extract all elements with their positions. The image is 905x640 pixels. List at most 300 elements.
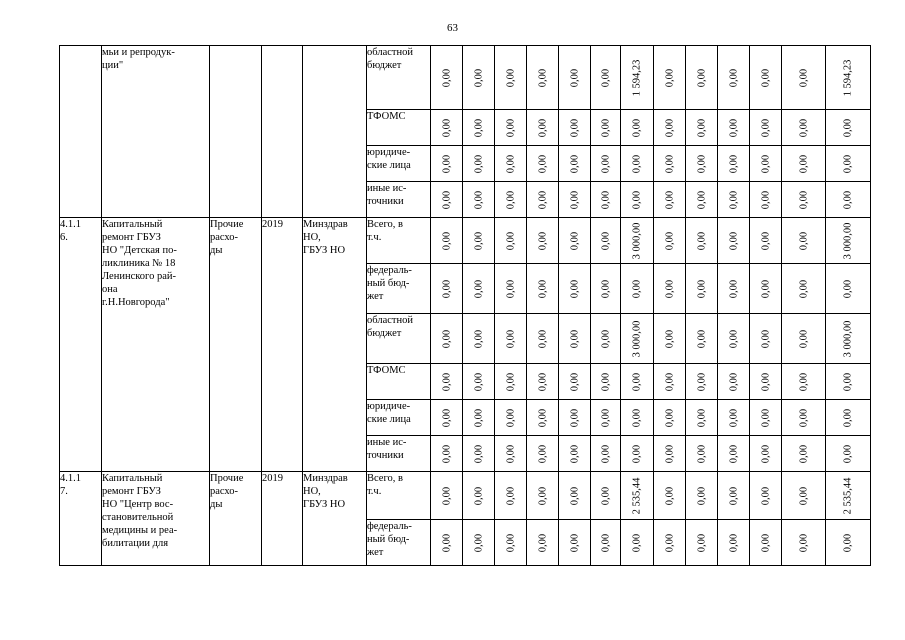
amount-value: 0,00 bbox=[696, 533, 707, 552]
amount-cell bbox=[527, 146, 559, 182]
amount-value: 0,00 bbox=[760, 190, 771, 209]
amount-value: 0,00 bbox=[441, 329, 452, 348]
amount-cell bbox=[718, 146, 750, 182]
amount-cell bbox=[559, 218, 591, 264]
amount-value: 0,00 bbox=[537, 279, 548, 298]
amount-value: 0,00 bbox=[569, 444, 580, 463]
expense-type-cell bbox=[210, 46, 262, 218]
amount-value: 0,00 bbox=[505, 68, 516, 87]
amount-value: 0,00 bbox=[537, 118, 548, 137]
amount-cell bbox=[686, 264, 718, 314]
amount-cell bbox=[826, 472, 871, 520]
amount-cell bbox=[826, 520, 871, 566]
amount-value: 0,00 bbox=[569, 231, 580, 250]
amount-value: 0,00 bbox=[569, 279, 580, 298]
amount-value: 0,00 bbox=[600, 118, 611, 137]
amount-cell bbox=[718, 364, 750, 400]
amount-value: 0,00 bbox=[537, 190, 548, 209]
amount-value: 0,00 bbox=[600, 372, 611, 391]
amount-cell bbox=[654, 364, 686, 400]
amount-cell bbox=[686, 520, 718, 566]
amount-value: 0,00 bbox=[473, 329, 484, 348]
amount-value: 0,00 bbox=[696, 118, 707, 137]
amount-cell bbox=[527, 218, 559, 264]
amount-value: 0,00 bbox=[505, 408, 516, 427]
amount-cell bbox=[591, 472, 621, 520]
amount-value: 0,00 bbox=[696, 372, 707, 391]
item-name-cell: Капитальный ремонт ГБУЗ НО "Детская по- ликлиника № 18 Ленинского рай- она г.Н.Новгорода" bbox=[102, 218, 210, 472]
funding-source-cell: федераль- ный бюд- жет bbox=[367, 520, 431, 566]
amount-value: 0,00 bbox=[600, 408, 611, 427]
amount-value: 0,00 bbox=[842, 118, 854, 137]
amount-value: 0,00 bbox=[505, 279, 516, 298]
amount-cell bbox=[591, 314, 621, 364]
funding-source-cell: Всего, в т.ч. bbox=[367, 472, 431, 520]
funding-source-cell: областной бюджет bbox=[367, 46, 431, 110]
amount-cell bbox=[718, 110, 750, 146]
item-code-cell: 4.1.1 7. bbox=[60, 472, 102, 566]
amount-value: 0,00 bbox=[441, 408, 452, 427]
amount-value: 0,00 bbox=[537, 486, 548, 505]
amount-value: 0,00 bbox=[760, 408, 771, 427]
amount-cell bbox=[431, 218, 463, 264]
amount-cell bbox=[495, 218, 527, 264]
funding-source-cell: иные ис- точники bbox=[367, 436, 431, 472]
amount-value: 0,00 bbox=[537, 408, 548, 427]
amount-cell bbox=[718, 264, 750, 314]
amount-value: 0,00 bbox=[600, 279, 611, 298]
amount-cell bbox=[750, 436, 782, 472]
amount-value: 0,00 bbox=[664, 372, 675, 391]
amount-cell bbox=[826, 400, 871, 436]
amount-cell bbox=[559, 146, 591, 182]
amount-value: 0,00 bbox=[664, 118, 675, 137]
amount-value: 0,00 bbox=[569, 154, 580, 173]
amount-value: 0,00 bbox=[569, 68, 580, 87]
amount-value: 0,00 bbox=[473, 486, 484, 505]
amount-value: 0,00 bbox=[760, 444, 771, 463]
amount-value: 0,00 bbox=[798, 533, 809, 552]
amount-cell bbox=[654, 472, 686, 520]
amount-cell bbox=[686, 472, 718, 520]
amount-cell bbox=[591, 436, 621, 472]
amount-cell bbox=[559, 472, 591, 520]
amount-cell bbox=[686, 110, 718, 146]
amount-value: 0,00 bbox=[728, 372, 739, 391]
amount-cell bbox=[431, 264, 463, 314]
amount-value: 0,00 bbox=[728, 68, 739, 87]
amount-cell bbox=[431, 520, 463, 566]
amount-value: 0,00 bbox=[537, 154, 548, 173]
organization-cell: Минздрав НО, ГБУЗ НО bbox=[303, 218, 367, 472]
amount-cell bbox=[463, 520, 495, 566]
item-code-cell: 4.1.1 6. bbox=[60, 218, 102, 472]
amount-cell bbox=[463, 46, 495, 110]
amount-value: 0,00 bbox=[728, 486, 739, 505]
amount-value: 0,00 bbox=[760, 118, 771, 137]
item-code-cell bbox=[60, 46, 102, 218]
funding-source-cell: иные ис- точники bbox=[367, 182, 431, 218]
amount-value: 0,00 bbox=[569, 486, 580, 505]
amount-cell bbox=[750, 146, 782, 182]
table-row bbox=[60, 472, 871, 520]
amount-cell bbox=[591, 364, 621, 400]
amount-value: 0,00 bbox=[842, 190, 854, 209]
amount-value: 0,00 bbox=[473, 231, 484, 250]
amount-cell bbox=[463, 218, 495, 264]
amount-cell bbox=[718, 400, 750, 436]
amount-value: 0,00 bbox=[600, 444, 611, 463]
amount-cell bbox=[431, 46, 463, 110]
amount-value: 0,00 bbox=[631, 154, 643, 173]
amount-cell bbox=[495, 364, 527, 400]
amount-value: 0,00 bbox=[842, 533, 854, 552]
amount-value: 0,00 bbox=[600, 329, 611, 348]
amount-cell bbox=[527, 314, 559, 364]
amount-cell bbox=[527, 46, 559, 110]
amount-value: 0,00 bbox=[600, 68, 611, 87]
table-row bbox=[60, 46, 871, 110]
amount-cell bbox=[527, 472, 559, 520]
amount-cell bbox=[782, 218, 826, 264]
amount-value: 0,00 bbox=[505, 118, 516, 137]
amount-cell bbox=[463, 364, 495, 400]
amount-value: 0,00 bbox=[631, 118, 643, 137]
amount-cell bbox=[559, 436, 591, 472]
amount-cell bbox=[431, 400, 463, 436]
amount-value: 2 535,44 bbox=[631, 477, 643, 514]
amount-value: 0,00 bbox=[441, 444, 452, 463]
amount-cell bbox=[826, 218, 871, 264]
amount-cell bbox=[463, 400, 495, 436]
amount-value: 0,00 bbox=[842, 408, 854, 427]
amount-cell bbox=[686, 400, 718, 436]
amount-cell bbox=[750, 400, 782, 436]
amount-cell bbox=[750, 314, 782, 364]
amount-value: 0,00 bbox=[798, 154, 809, 173]
funding-source-cell: юридиче- ские лица bbox=[367, 400, 431, 436]
amount-cell bbox=[495, 182, 527, 218]
amount-value: 0,00 bbox=[664, 231, 675, 250]
amount-cell bbox=[621, 436, 654, 472]
amount-value: 0,00 bbox=[441, 68, 452, 87]
page-number: 63 bbox=[447, 22, 458, 34]
amount-cell bbox=[431, 364, 463, 400]
amount-cell bbox=[591, 146, 621, 182]
amount-cell bbox=[591, 110, 621, 146]
amount-value: 0,00 bbox=[696, 279, 707, 298]
amount-value: 0,00 bbox=[728, 118, 739, 137]
amount-cell bbox=[621, 146, 654, 182]
amount-cell bbox=[654, 314, 686, 364]
amount-value: 0,00 bbox=[728, 329, 739, 348]
amount-value: 0,00 bbox=[441, 486, 452, 505]
amount-value: 0,00 bbox=[441, 533, 452, 552]
amount-cell bbox=[750, 472, 782, 520]
amount-value: 0,00 bbox=[798, 329, 809, 348]
amount-cell bbox=[686, 314, 718, 364]
amount-value: 0,00 bbox=[696, 154, 707, 173]
amount-cell bbox=[654, 46, 686, 110]
amount-value: 3 000,00 bbox=[842, 222, 854, 259]
amount-value: 0,00 bbox=[664, 533, 675, 552]
amount-cell bbox=[495, 314, 527, 364]
amount-value: 0,00 bbox=[798, 68, 809, 87]
amount-value: 0,00 bbox=[842, 279, 854, 298]
amount-cell bbox=[559, 110, 591, 146]
amount-cell bbox=[463, 472, 495, 520]
amount-value: 0,00 bbox=[537, 68, 548, 87]
amount-value: 3 000,00 bbox=[631, 320, 643, 357]
amount-cell bbox=[495, 264, 527, 314]
amount-cell bbox=[463, 436, 495, 472]
amount-cell bbox=[654, 218, 686, 264]
amount-cell bbox=[826, 182, 871, 218]
amount-value: 0,00 bbox=[600, 190, 611, 209]
amount-value: 0,00 bbox=[569, 190, 580, 209]
amount-cell bbox=[527, 264, 559, 314]
amount-value: 0,00 bbox=[505, 154, 516, 173]
amount-cell bbox=[621, 520, 654, 566]
amount-value: 0,00 bbox=[505, 372, 516, 391]
amount-value: 0,00 bbox=[760, 231, 771, 250]
organization-cell bbox=[303, 46, 367, 218]
amount-value: 3 000,00 bbox=[631, 222, 643, 259]
amount-value: 0,00 bbox=[631, 533, 643, 552]
funding-source-cell: ТФОМС bbox=[367, 110, 431, 146]
amount-value: 0,00 bbox=[696, 190, 707, 209]
amount-value: 0,00 bbox=[760, 154, 771, 173]
amount-value: 0,00 bbox=[842, 444, 854, 463]
amount-value: 1 594,23 bbox=[631, 59, 643, 96]
amount-value: 0,00 bbox=[798, 444, 809, 463]
amount-cell bbox=[527, 400, 559, 436]
amount-value: 0,00 bbox=[473, 444, 484, 463]
amount-value: 0,00 bbox=[664, 68, 675, 87]
amount-cell bbox=[591, 46, 621, 110]
amount-cell bbox=[559, 264, 591, 314]
amount-value: 3 000,00 bbox=[842, 320, 854, 357]
amount-value: 0,00 bbox=[798, 118, 809, 137]
amount-value: 0,00 bbox=[798, 372, 809, 391]
amount-cell bbox=[495, 146, 527, 182]
amount-value: 0,00 bbox=[760, 329, 771, 348]
amount-value: 0,00 bbox=[600, 231, 611, 250]
amount-cell bbox=[750, 46, 782, 110]
amount-cell bbox=[782, 264, 826, 314]
amount-value: 0,00 bbox=[441, 118, 452, 137]
amount-cell bbox=[718, 46, 750, 110]
amount-cell bbox=[782, 46, 826, 110]
amount-value: 0,00 bbox=[664, 329, 675, 348]
amount-cell bbox=[431, 314, 463, 364]
amount-value: 0,00 bbox=[728, 444, 739, 463]
expense-type-cell: Прочие расхо- ды bbox=[210, 472, 262, 566]
amount-value: 0,00 bbox=[696, 486, 707, 505]
amount-cell bbox=[826, 110, 871, 146]
amount-cell bbox=[591, 400, 621, 436]
amount-value: 0,00 bbox=[600, 533, 611, 552]
amount-cell bbox=[621, 472, 654, 520]
amount-value: 0,00 bbox=[728, 533, 739, 552]
amount-cell bbox=[527, 436, 559, 472]
item-name-cell: мьи и репродук- ции" bbox=[102, 46, 210, 218]
amount-value: 0,00 bbox=[473, 408, 484, 427]
amount-cell bbox=[621, 46, 654, 110]
amount-cell bbox=[621, 182, 654, 218]
amount-cell bbox=[463, 110, 495, 146]
amount-value: 0,00 bbox=[600, 154, 611, 173]
amount-value: 0,00 bbox=[473, 118, 484, 137]
amount-value: 0,00 bbox=[441, 190, 452, 209]
amount-cell bbox=[591, 520, 621, 566]
amount-cell bbox=[431, 472, 463, 520]
amount-value: 0,00 bbox=[505, 444, 516, 463]
amount-value: 0,00 bbox=[664, 279, 675, 298]
amount-value: 0,00 bbox=[537, 329, 548, 348]
amount-cell bbox=[591, 182, 621, 218]
amount-cell bbox=[463, 314, 495, 364]
amount-cell bbox=[495, 46, 527, 110]
amount-value: 0,00 bbox=[505, 231, 516, 250]
amount-value: 0,00 bbox=[728, 154, 739, 173]
amount-cell bbox=[686, 46, 718, 110]
amount-value: 0,00 bbox=[569, 533, 580, 552]
amount-value: 0,00 bbox=[696, 329, 707, 348]
amount-cell bbox=[826, 436, 871, 472]
amount-cell bbox=[826, 314, 871, 364]
amount-value: 0,00 bbox=[798, 408, 809, 427]
amount-value: 0,00 bbox=[473, 533, 484, 552]
amount-value: 0,00 bbox=[664, 444, 675, 463]
amount-value: 0,00 bbox=[505, 329, 516, 348]
amount-value: 0,00 bbox=[441, 154, 452, 173]
amount-cell bbox=[559, 400, 591, 436]
amount-cell bbox=[621, 218, 654, 264]
amount-value: 0,00 bbox=[728, 408, 739, 427]
amount-cell bbox=[826, 46, 871, 110]
amount-value: 0,00 bbox=[798, 190, 809, 209]
amount-value: 0,00 bbox=[664, 486, 675, 505]
amount-value: 1 594,23 bbox=[842, 59, 854, 96]
organization-cell: Минздрав НО, ГБУЗ НО bbox=[303, 472, 367, 566]
amount-cell bbox=[750, 364, 782, 400]
amount-cell bbox=[527, 110, 559, 146]
amount-cell bbox=[686, 436, 718, 472]
amount-value: 0,00 bbox=[760, 279, 771, 298]
amount-cell bbox=[463, 264, 495, 314]
amount-value: 0,00 bbox=[760, 533, 771, 552]
amount-cell bbox=[431, 436, 463, 472]
amount-cell bbox=[559, 520, 591, 566]
amount-value: 0,00 bbox=[473, 372, 484, 391]
amount-value: 0,00 bbox=[728, 231, 739, 250]
amount-value: 0,00 bbox=[760, 486, 771, 505]
amount-cell bbox=[495, 472, 527, 520]
amount-value: 0,00 bbox=[441, 279, 452, 298]
amount-cell bbox=[463, 182, 495, 218]
amount-cell bbox=[750, 218, 782, 264]
amount-value: 0,00 bbox=[760, 68, 771, 87]
amount-cell bbox=[826, 146, 871, 182]
amount-cell bbox=[654, 400, 686, 436]
amount-value: 0,00 bbox=[631, 372, 643, 391]
expense-type-cell: Прочие расхо- ды bbox=[210, 218, 262, 472]
amount-cell bbox=[495, 520, 527, 566]
year-cell bbox=[262, 46, 303, 218]
funding-source-cell: Всего, в т.ч. bbox=[367, 218, 431, 264]
amount-value: 0,00 bbox=[473, 68, 484, 87]
amount-value: 0,00 bbox=[600, 486, 611, 505]
amount-cell bbox=[591, 264, 621, 314]
amount-value: 0,00 bbox=[631, 279, 643, 298]
amount-cell bbox=[686, 364, 718, 400]
amount-value: 0,00 bbox=[696, 444, 707, 463]
amount-value: 0,00 bbox=[631, 190, 643, 209]
amount-cell bbox=[826, 264, 871, 314]
amount-cell bbox=[654, 520, 686, 566]
amount-cell bbox=[654, 182, 686, 218]
year-cell: 2019 bbox=[262, 472, 303, 566]
amount-value: 0,00 bbox=[631, 444, 643, 463]
amount-cell bbox=[782, 400, 826, 436]
amount-value: 0,00 bbox=[631, 408, 643, 427]
amount-cell bbox=[750, 110, 782, 146]
amount-value: 0,00 bbox=[505, 486, 516, 505]
amount-value: 0,00 bbox=[569, 372, 580, 391]
amount-value: 0,00 bbox=[664, 408, 675, 427]
amount-value: 2 535,44 bbox=[842, 477, 854, 514]
amount-cell bbox=[718, 314, 750, 364]
amount-cell bbox=[686, 146, 718, 182]
amount-cell bbox=[686, 182, 718, 218]
funding-source-cell: ТФОМС bbox=[367, 364, 431, 400]
amount-value: 0,00 bbox=[505, 190, 516, 209]
item-name-cell: Капитальный ремонт ГБУЗ НО "Центр вос- становительной медицины и реа- билитации для bbox=[102, 472, 210, 566]
amount-cell bbox=[718, 472, 750, 520]
amount-cell bbox=[591, 218, 621, 264]
amount-value: 0,00 bbox=[696, 231, 707, 250]
amount-cell bbox=[527, 520, 559, 566]
amount-cell bbox=[654, 146, 686, 182]
amount-cell bbox=[782, 182, 826, 218]
amount-cell bbox=[782, 314, 826, 364]
amount-value: 0,00 bbox=[569, 408, 580, 427]
amount-cell bbox=[463, 146, 495, 182]
amount-cell bbox=[826, 364, 871, 400]
amount-value: 0,00 bbox=[798, 486, 809, 505]
amount-value: 0,00 bbox=[798, 279, 809, 298]
amount-value: 0,00 bbox=[537, 231, 548, 250]
amount-value: 0,00 bbox=[569, 118, 580, 137]
amount-cell bbox=[621, 264, 654, 314]
budget-table bbox=[59, 45, 871, 566]
amount-cell bbox=[718, 218, 750, 264]
amount-cell bbox=[621, 314, 654, 364]
amount-cell bbox=[621, 400, 654, 436]
amount-value: 0,00 bbox=[842, 154, 854, 173]
amount-cell bbox=[559, 182, 591, 218]
amount-cell bbox=[782, 110, 826, 146]
amount-cell bbox=[718, 436, 750, 472]
amount-cell bbox=[559, 314, 591, 364]
amount-value: 0,00 bbox=[441, 231, 452, 250]
amount-cell bbox=[718, 182, 750, 218]
amount-cell bbox=[750, 520, 782, 566]
amount-value: 0,00 bbox=[537, 533, 548, 552]
amount-cell bbox=[782, 146, 826, 182]
amount-value: 0,00 bbox=[569, 329, 580, 348]
